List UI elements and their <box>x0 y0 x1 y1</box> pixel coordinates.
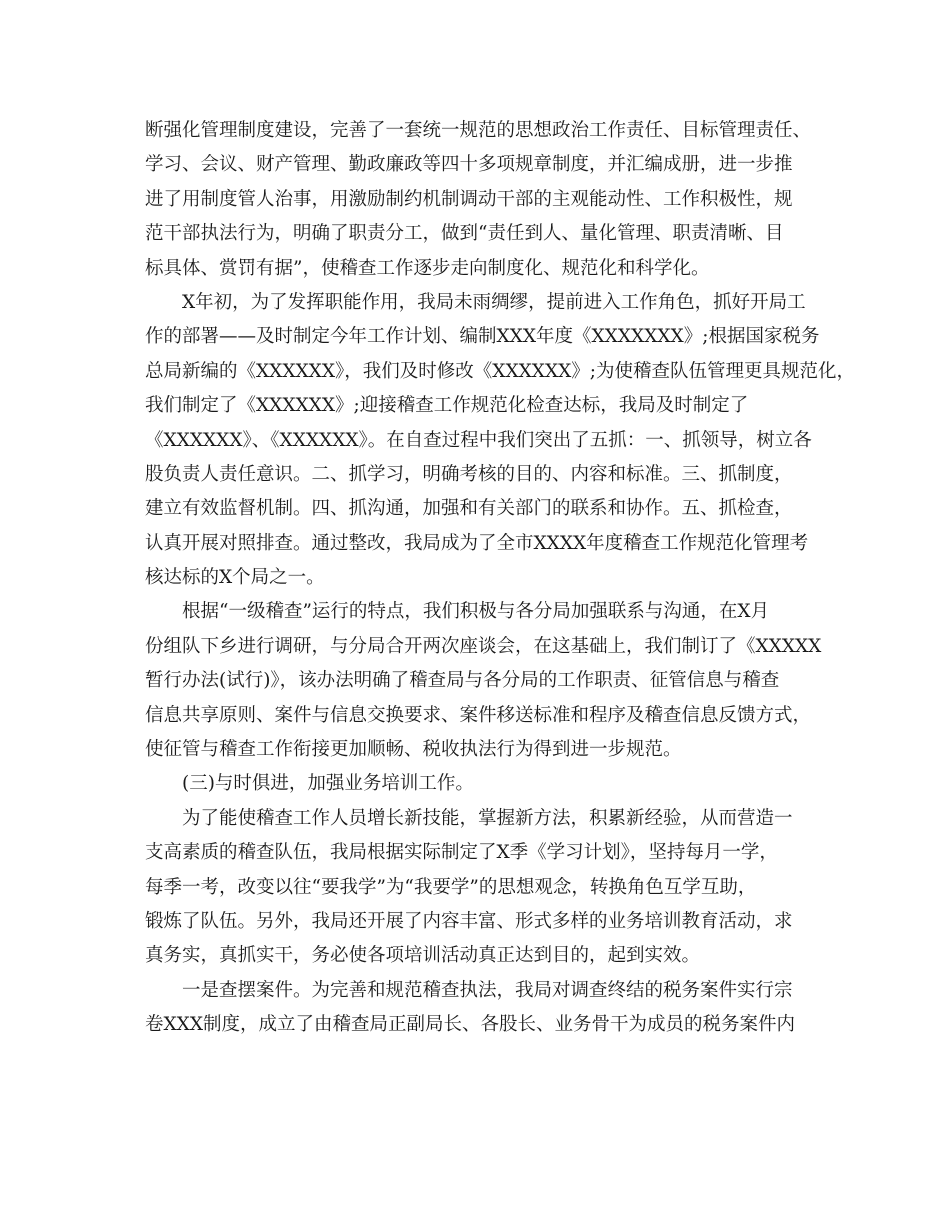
text-line: 每季一考，改变以往“要我学”为“我要学”的思想观念，转换角色互学互助， <box>145 876 757 898</box>
text-line: 进了用制度管人治事，用激励制约机制调动干部的主观能动性、工作积极性，规 <box>145 188 793 210</box>
text-line: 总局新编的《XXXXXX》，我们及时修改《XXXXXX》;为使稽查队伍管理更具规范化， <box>145 360 856 382</box>
document-body <box>145 114 856 1043</box>
text-line: 学习、会议、财产管理、勤政廉政等四十多项规章制度，并汇编成册，进一步推 <box>145 154 793 176</box>
text-line: 作的部署——及时制定今年工作计划、编制XXX年度《XXXXXXX》;根据国家税务 <box>145 326 820 348</box>
text-line: 建立有效监督机制。四、抓沟通，加强和有关部门的联系和协作。五、抓检查， <box>145 498 793 520</box>
text-line: 《XXXXXX》、《XXXXXX》。在自查过程中我们突出了五抓：一、抓领导，树立各 <box>145 429 812 451</box>
text-line: 核达标的X个局之一。 <box>145 567 325 589</box>
text-line: 暂行办法(试行)》，该办法明确了稽查局与各分局的工作职责、征管信息与稽查 <box>145 670 780 692</box>
text-line: 真务实，真抓实干，务必使各项培训活动真正达到目的，起到实效。 <box>145 945 701 967</box>
text-line: 标具体、赏罚有据”，使稽查工作逐步走向制度化、规范化和科学化。 <box>145 257 710 279</box>
text-line: 锻炼了队伍。另外，我局还开展了内容丰富、形式多样的业务培训教育活动，求 <box>145 910 793 932</box>
paragraph-start-line: 为了能使稽查工作人员增长新技能，掌握新方法，积累新经验，从而营造一 <box>182 807 793 829</box>
text-line: 份组队下乡进行调研，与分局合开两次座谈会，在这基础上，我们制订了《XXXXX <box>145 635 822 657</box>
text-line: 信息共享原则、案件与信息交换要求、案件移送标准和程序及稽查信息反馈方式， <box>145 704 812 726</box>
text-line: 断强化管理制度建设，完善了一套统一规范的思想政治工作责任、目标管理责任、 <box>145 120 812 141</box>
paragraph-start-line: 根据“一级稽查”运行的特点，我们积极与各分局加强联系与沟通，在X月 <box>182 601 770 623</box>
text-line: 卷XXX制度，成立了由稽查局正副局长、各股长、业务骨干为成员的税务案件内 <box>145 1014 796 1036</box>
text-line: 范干部执法行为，明确了职责分工，做到“责任到人、量化管理、职责清晰、目 <box>145 223 784 245</box>
text-line: 使征管与稽查工作衔接更加顺畅、税收执法行为得到进一步规范。 <box>145 739 682 761</box>
text-line: 支高素质的稽查队伍，我局根据实际制定了X季《学习计划》，坚持每月一学， <box>145 842 778 864</box>
paragraph-start-line: 一是查摆案件。为完善和规范稽查执法，我局对调查终结的税务案件实行宗 <box>182 979 793 1001</box>
paragraph-start-line: X年初，为了发挥职能作用，我局未雨绸缪，提前进入工作角色，抓好开局工 <box>182 291 806 313</box>
section-heading: (三)与时俱进，加强业务培训工作。 <box>182 773 474 795</box>
text-line: 股负责人责任意识。二、抓学习，明确考核的目的、内容和标准。三、抓制度， <box>145 463 793 485</box>
text-line: 我们制定了《XXXXXX》;迎接稽查工作规范化检查达标，我局及时制定了 <box>145 395 749 417</box>
text-line: 认真开展对照排查。通过整改，我局成为了全市XXXX年度稽查工作规范化管理考 <box>145 532 809 554</box>
